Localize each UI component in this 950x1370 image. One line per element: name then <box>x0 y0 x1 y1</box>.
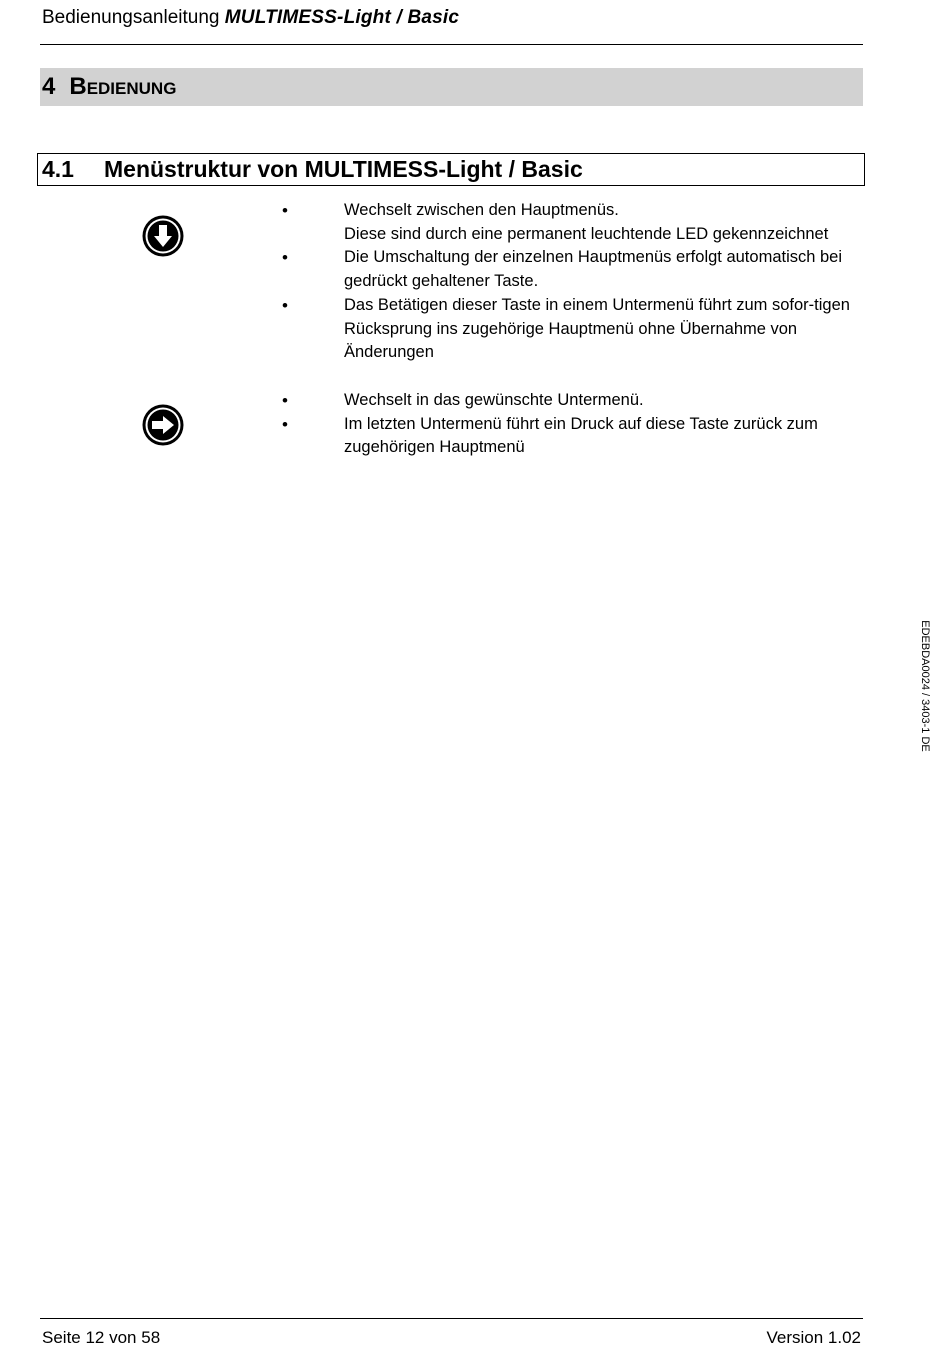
section-number: 4.1 <box>42 156 74 182</box>
footer-rule <box>40 1318 863 1319</box>
chapter-title: Bedienung <box>69 73 177 100</box>
chapter-heading <box>40 68 863 106</box>
list-item <box>0 199 856 246</box>
running-header <box>42 6 862 30</box>
section-heading <box>37 153 865 186</box>
bullet-text: Im letzten Untermenü führt ein Druck auf diese Taste zurück zum zugehörigen Hauptmenü <box>344 414 818 457</box>
header-rule <box>40 44 863 45</box>
list-item <box>0 246 856 293</box>
list-item <box>0 294 856 365</box>
bullet-dot: • <box>282 295 288 315</box>
down-key-description-list <box>0 199 856 365</box>
list-item <box>0 389 856 413</box>
document-code: EDEBDA0024 / 3403-1 DE <box>919 620 931 752</box>
page-number: Seite 12 von 58 <box>42 1328 161 1347</box>
bullet-text: Wechselt in das gewünschte Untermenü. <box>344 391 644 409</box>
version-label: Version 1.02 <box>766 1328 861 1347</box>
bullet-dot: • <box>282 248 288 268</box>
bullet-text: Die Umschaltung der einzelnen Hauptmenüs erfolgt automatisch bei gedrückt gehaltener Taste. <box>344 248 843 291</box>
list-item <box>0 413 856 460</box>
bullet-text: Das Betätigen dieser Taste in einem Untermenü führt zum sofor-tigen Rücksprung ins zugehörige Hauptmenü ohne Übernahme von Änderungen <box>344 295 850 362</box>
bullet-dot: • <box>282 391 288 410</box>
header-prefix: Bedienungsanleitung <box>42 7 220 28</box>
chapter-number: 4 <box>42 73 56 100</box>
header-product-name: MULTIMESS-Light / Basic <box>224 7 460 28</box>
section-title: Menüstruktur von MULTIMESS-Light / Basic <box>104 156 583 182</box>
bullet-dot: • <box>282 201 288 220</box>
right-key-description-list <box>0 389 856 460</box>
bullet-dot: • <box>282 414 288 434</box>
bullet-text: Wechselt zwischen den Hauptmenüs. Diese sind durch eine permanent leuchtende LED gekennzeichnet <box>344 201 829 243</box>
